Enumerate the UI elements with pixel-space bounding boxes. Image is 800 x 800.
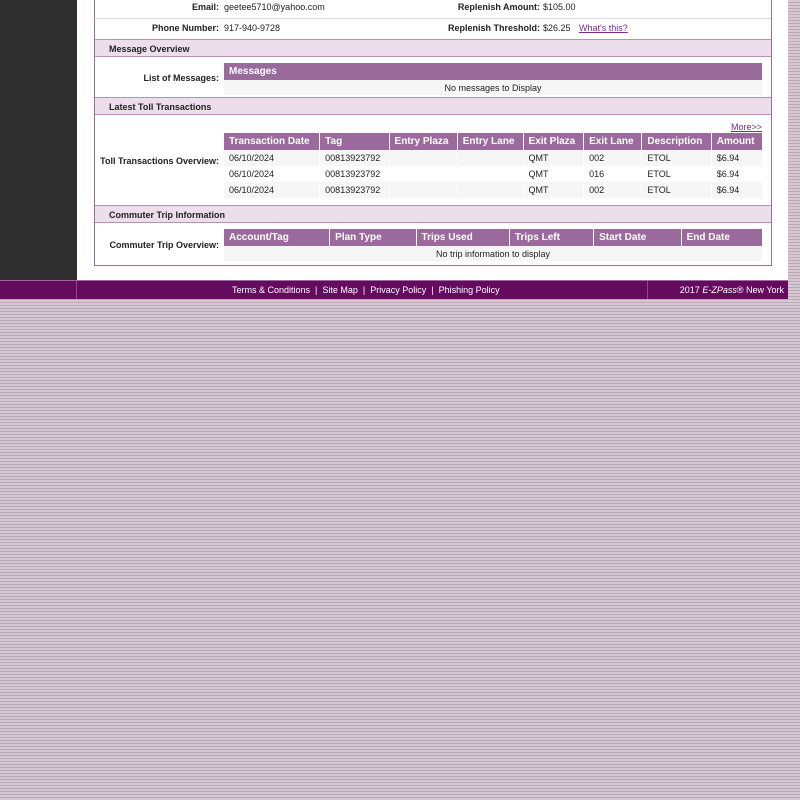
toll-table-cell: ETOL (642, 150, 711, 166)
footer-links (232, 281, 500, 299)
toll-col-header: Description (642, 133, 711, 150)
commuter-col-header: Plan Type (330, 229, 416, 246)
commuter-col-header: Start Date (594, 229, 682, 246)
toll-table-cell (457, 166, 523, 182)
email-row (95, 0, 771, 19)
email-value: geetee5710@yahoo.com (224, 2, 325, 12)
list-of-messages-label: List of Messages: (143, 73, 219, 83)
left-sidebar-dark (0, 0, 77, 280)
toll-table-cell: ETOL (642, 166, 711, 182)
email-label: Email: (191, 2, 219, 12)
commuter-col-header: Trips Used (416, 229, 509, 246)
replenish-threshold-value: $26.25 (543, 23, 571, 33)
copyright-brand: E-ZPass (702, 285, 737, 295)
phone-row (95, 19, 771, 39)
copyright-text (680, 281, 784, 299)
toll-table-cell: 00813923792 (320, 150, 389, 166)
messages-header: Messages (224, 63, 762, 80)
phone-value: 917-940-9728 (224, 23, 281, 33)
toll-transactions-table (224, 133, 762, 198)
messages-empty-text: No messages to Display (224, 80, 762, 95)
toll-table-row (224, 182, 762, 198)
footer-link-terms[interactable]: Terms & Conditions (232, 285, 311, 295)
toll-col-header: Amount (711, 133, 762, 150)
commuter-table-header-row (224, 229, 762, 246)
toll-col-header: Exit Lane (584, 133, 642, 150)
toll-table-cell: QMT (523, 166, 584, 182)
commuter-col-header: Trips Left (509, 229, 593, 246)
toll-table-cell: QMT (523, 150, 584, 166)
toll-table-cell: 002 (584, 150, 642, 166)
footer-link-phishing-policy[interactable]: Phishing Policy (438, 285, 500, 295)
toll-col-header: Entry Plaza (389, 133, 457, 150)
toll-table-row (224, 166, 762, 182)
phone-label: Phone Number: (151, 23, 219, 33)
footer-separator: | (362, 285, 366, 295)
messages-table (224, 63, 762, 95)
more-link[interactable]: More>> (731, 122, 763, 132)
toll-col-header: Transaction Date (224, 133, 320, 150)
toll-col-header: Entry Lane (457, 133, 523, 150)
toll-table-cell (389, 182, 457, 198)
replenish-amount-label: Replenish Amount: (457, 2, 540, 12)
replenish-threshold-label: Replenish Threshold: (447, 23, 540, 33)
copyright-suffix: ® New York (736, 285, 784, 295)
toll-table-cell (389, 150, 457, 166)
whats-this-link[interactable]: What's this? (579, 23, 628, 33)
account-content-box (94, 0, 772, 266)
commuter-trip-overview-label: Commuter Trip Overview: (109, 240, 219, 250)
commuter-empty-text: No trip information to display (224, 246, 762, 261)
toll-col-header: Exit Plaza (523, 133, 584, 150)
toll-table-cell: 002 (584, 182, 642, 198)
footer-right-cell (647, 281, 788, 299)
toll-transactions-overview-label: Toll Transactions Overview: (100, 156, 219, 166)
toll-table-cell: 06/10/2024 (224, 182, 320, 198)
toll-col-header: Tag (320, 133, 389, 150)
toll-table-row (224, 150, 762, 166)
toll-table-cell: $6.94 (711, 150, 762, 166)
toll-table-cell: $6.94 (711, 166, 762, 182)
toll-table-cell: 00813923792 (320, 182, 389, 198)
commuter-trip-table (224, 229, 762, 261)
toll-table-cell: 00813923792 (320, 166, 389, 182)
footer-link-privacy-policy[interactable]: Privacy Policy (370, 285, 427, 295)
commuter-col-header: End Date (681, 229, 762, 246)
toll-table-cell: ETOL (642, 182, 711, 198)
message-overview-header: Message Overview (95, 39, 771, 57)
toll-table-cell: $6.94 (711, 182, 762, 198)
footer-left-cell (0, 281, 77, 299)
commuter-col-header: Account/Tag (224, 229, 330, 246)
copyright-year: 2017 (679, 285, 700, 295)
replenish-amount-value: $105.00 (543, 2, 576, 12)
toll-table-cell: 016 (584, 166, 642, 182)
toll-table-cell: 06/10/2024 (224, 150, 320, 166)
toll-table-cell: QMT (523, 182, 584, 198)
footer-bar (0, 280, 788, 299)
toll-transactions-header: Latest Toll Transactions (95, 97, 771, 115)
toll-table-cell (389, 166, 457, 182)
footer-separator: | (431, 285, 434, 295)
toll-table-cell: 06/10/2024 (224, 166, 320, 182)
footer-separator: | (315, 285, 318, 295)
footer-link-site-map[interactable]: Site Map (322, 285, 358, 295)
toll-table-header-row (224, 133, 762, 150)
commuter-trip-header: Commuter Trip Information (95, 205, 771, 223)
toll-table-cell (457, 150, 523, 166)
toll-table-cell (457, 182, 523, 198)
